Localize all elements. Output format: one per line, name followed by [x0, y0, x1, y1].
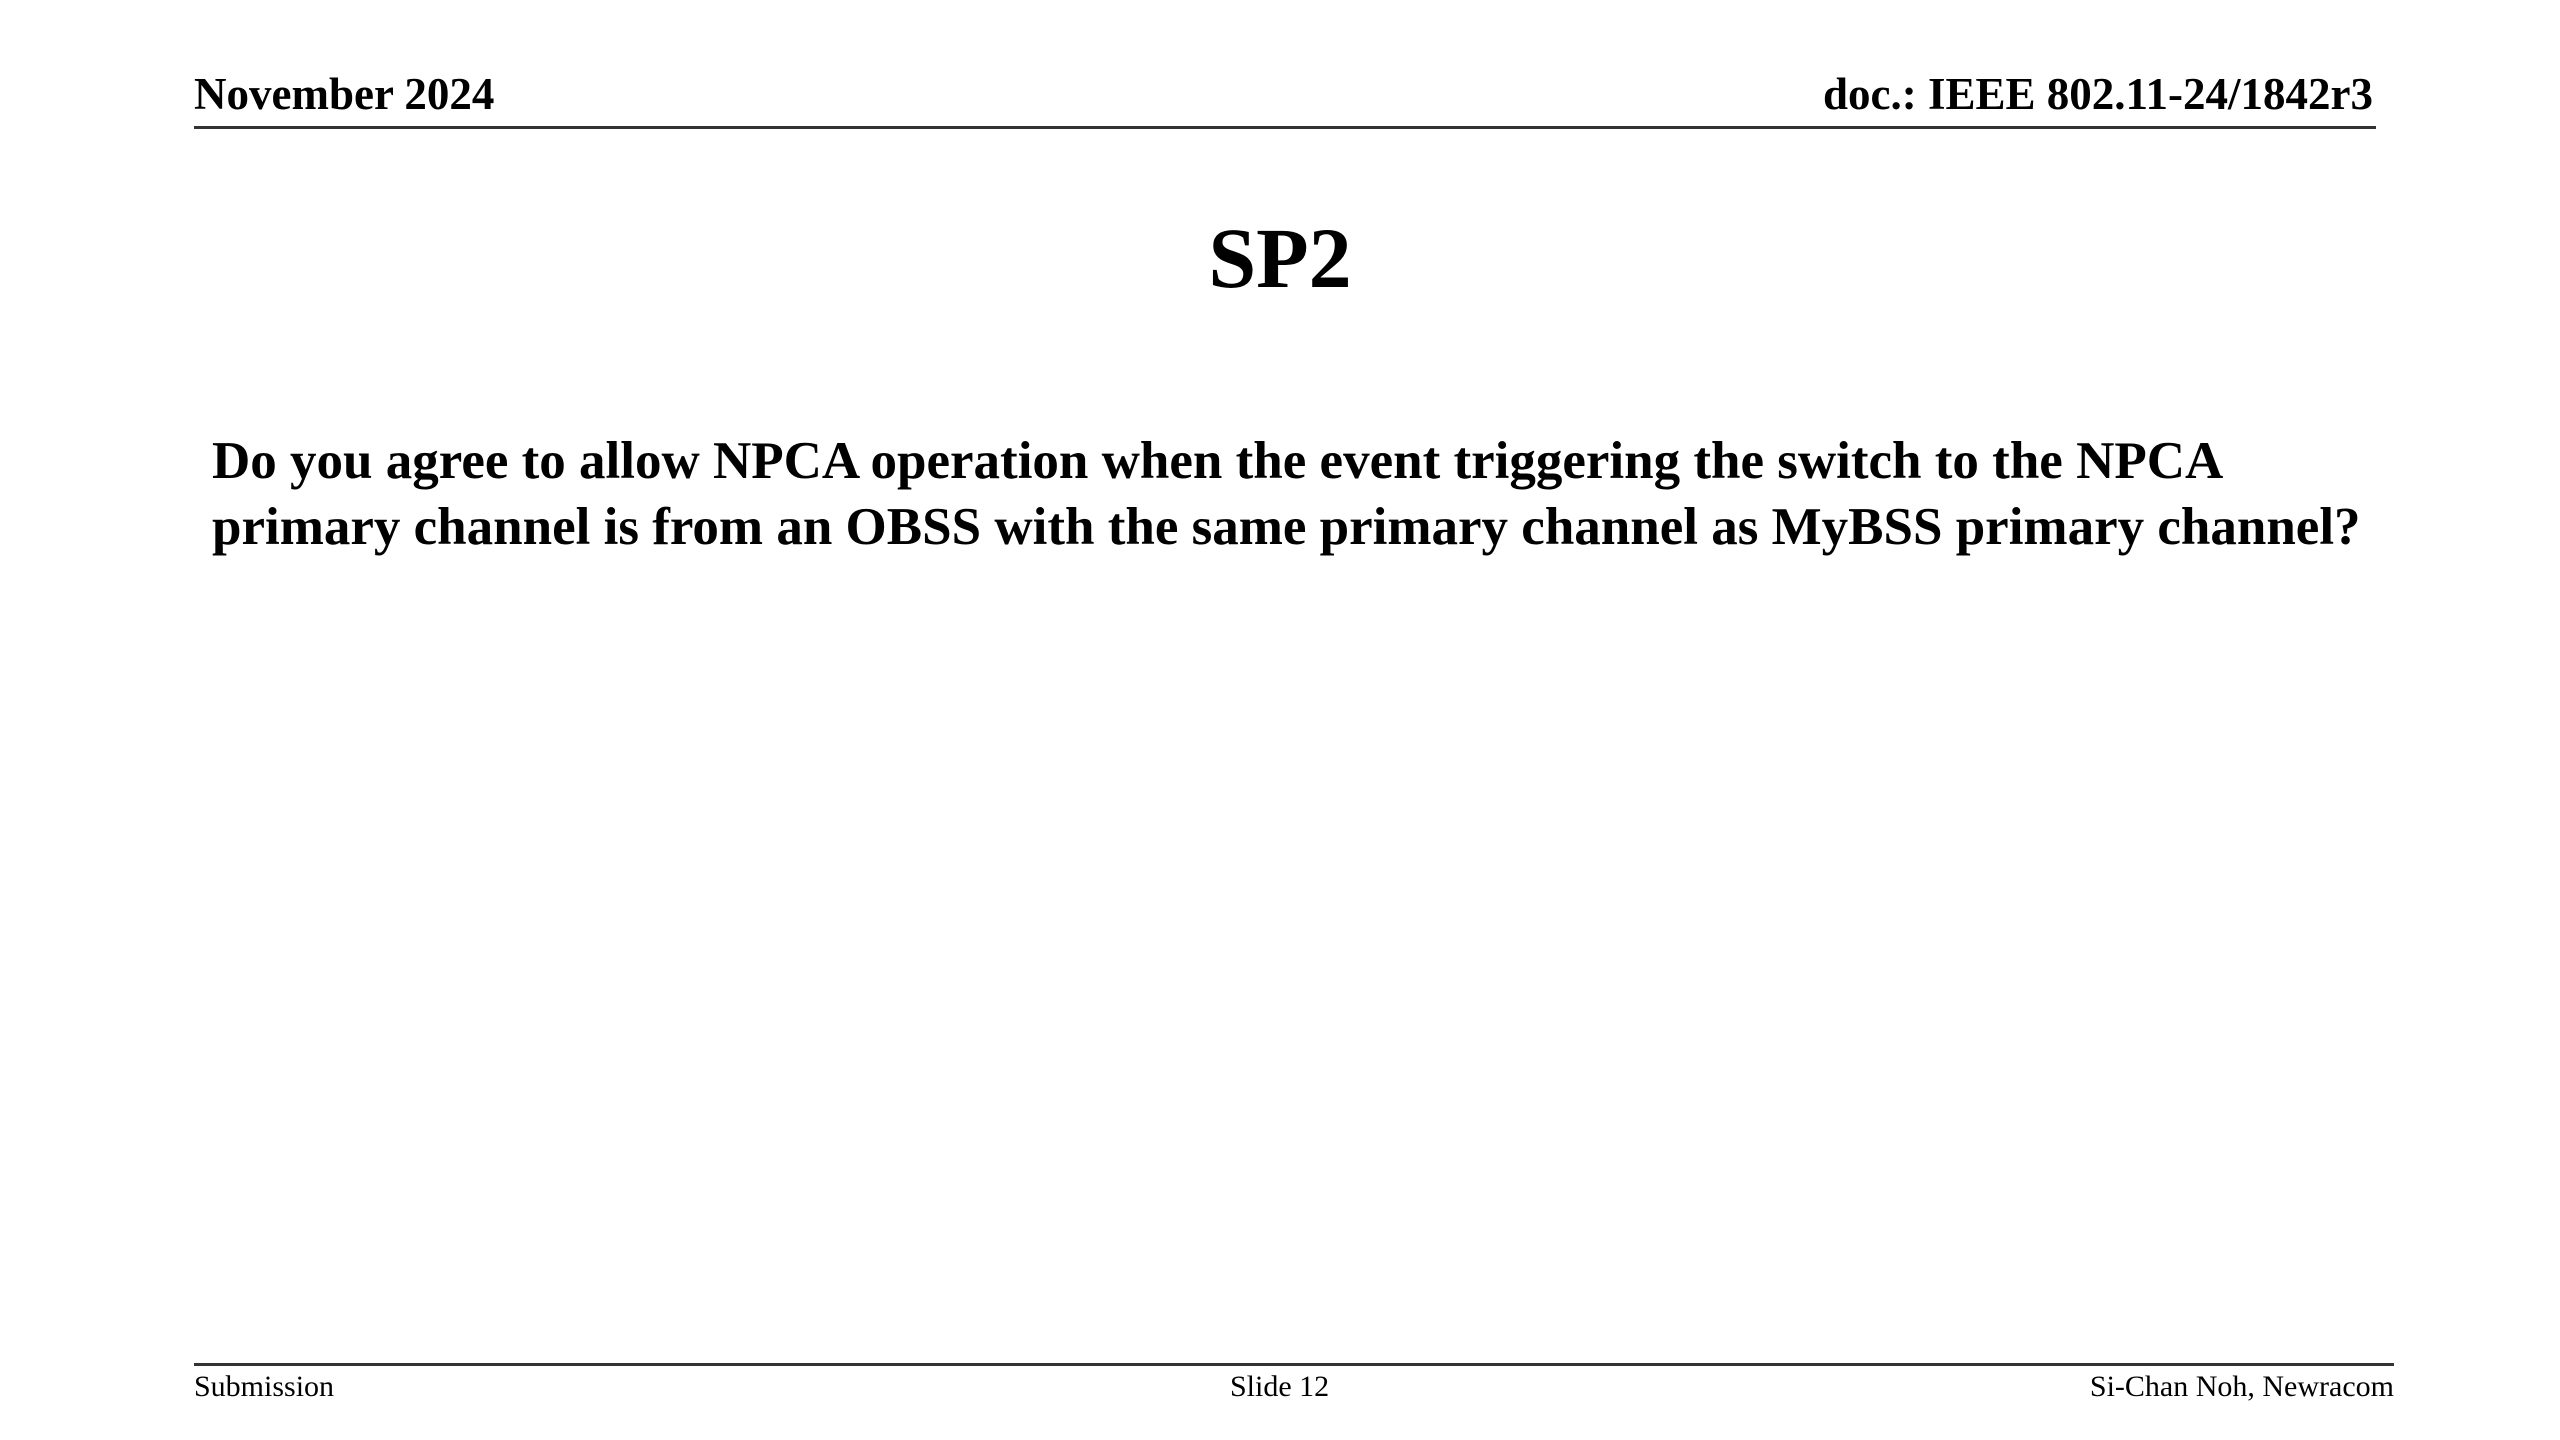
footer-author: Si-Chan Noh, Newracom [2089, 1370, 2394, 1403]
footer-slide-number: Slide 12 [1230, 1370, 1330, 1403]
slide-body [212, 428, 2412, 560]
footer-submission: Submission [194, 1370, 335, 1403]
header-date: November 2024 [194, 69, 495, 119]
footer-divider [194, 1363, 2394, 1366]
header-doc-id: doc.: IEEE 802.11-24/1842r3 [1822, 69, 2373, 119]
header-divider [194, 126, 2376, 129]
body-line-1: Do you agree to allow NPCA operation when the event triggering the switch to the NPCA [212, 432, 2224, 490]
slide-title: SP2 [1208, 210, 1352, 306]
body-line-2: primary channel is from an OBSS with the same primary channel as MyBSS primary channel? [212, 498, 2361, 556]
